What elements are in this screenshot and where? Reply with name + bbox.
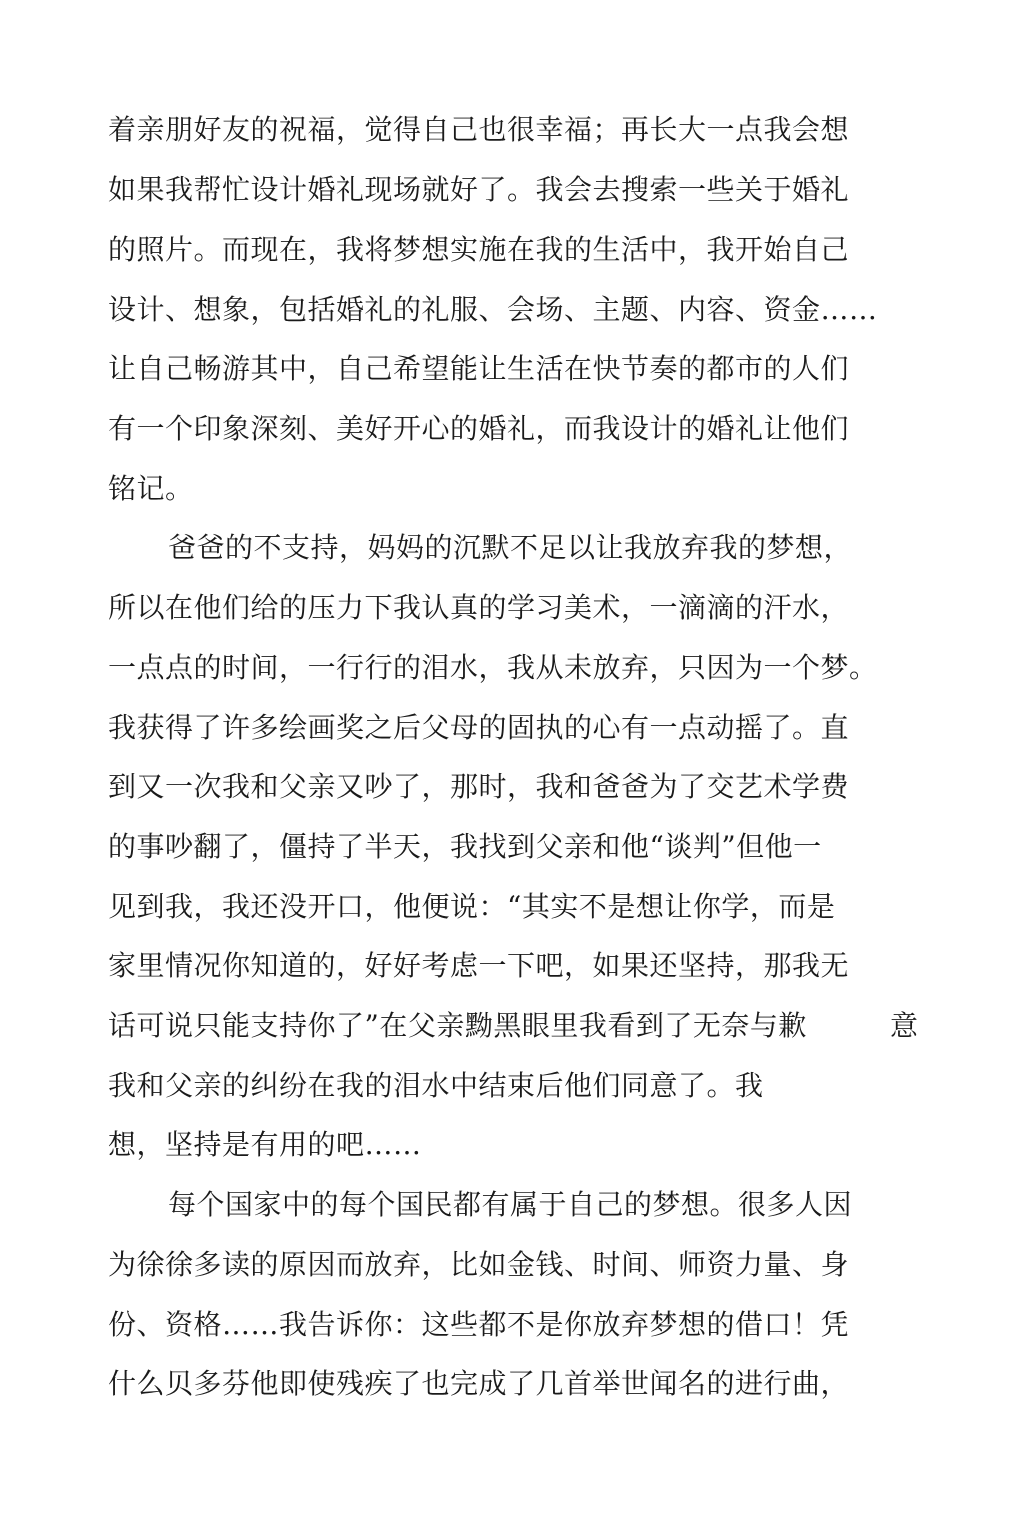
text-line: 的事吵翻了，僵持了半天，我找到父亲和他“谈判”但他一 [108,830,822,863]
text-line: 铭记。 [108,472,194,505]
text-line: 话可说只能支持你了”在父亲黝黑眼里我看到了无奈与歉 [108,1009,807,1042]
text-line: 为徐徐多读的原因而放弃，比如金钱、时间、师资力量、身 [108,1248,850,1281]
text-line: 想，坚持是有用的吧…… [108,1128,422,1161]
text-line: 有一个印象深刻、美好开心的婚礼，而我设计的婚礼让他们 [108,412,850,445]
text-line: 设计、想象，包括婚礼的礼服、会场、主题、内容、资金…… [108,293,878,326]
text-line-tail: 意 [890,1009,919,1042]
text-line: 我和父亲的纠纷在我的泪水中结束后他们同意了。我 [108,1069,764,1102]
text-line: 见到我，我还没开口，他便说：“其实不是想让你学，而是 [108,890,836,923]
text-line: 到又一次我和父亲又吵了，那时，我和爸爸为了交艺术学费 [108,770,850,803]
text-line: 份、资格……我告诉你：这些都不是你放弃梦想的借口！凭 [108,1308,850,1341]
text-line: 家里情况你知道的，好好考虑一下吧，如果还坚持，那我无 [108,949,850,982]
text-line: 让自己畅游其中，自己希望能让生活在快节奏的都市的人们 [108,352,850,385]
paragraph-first-line: 每个国家中的每个国民都有属于自己的梦想。很多人因 [168,1188,853,1221]
text-line: 我获得了许多绘画奖之后父母的固执的心有一点动摇了。直 [108,711,850,744]
text-line: 所以在他们给的压力下我认真的学习美术，一滴滴的汗水， [108,591,850,624]
text-line: 如果我帮忙设计婚礼现场就好了。我会去搜索一些关于婚礼 [108,173,850,206]
paragraph-first-line: 爸爸的不支持，妈妈的沉默不足以让我放弃我的梦想， [168,531,853,564]
text-line: 着亲朋好友的祝福，觉得自己也很幸福；再长大一点我会想 [108,113,850,146]
text-line: 一点点的时间，一行行的泪水，我从未放弃，只因为一个梦。 [108,651,878,684]
text-line: 的照片。而现在，我将梦想实施在我的生活中，我开始自己 [108,233,850,266]
text-line: 什么贝多芬他即使残疾了也完成了几首举世闻名的进行曲， [108,1367,850,1400]
